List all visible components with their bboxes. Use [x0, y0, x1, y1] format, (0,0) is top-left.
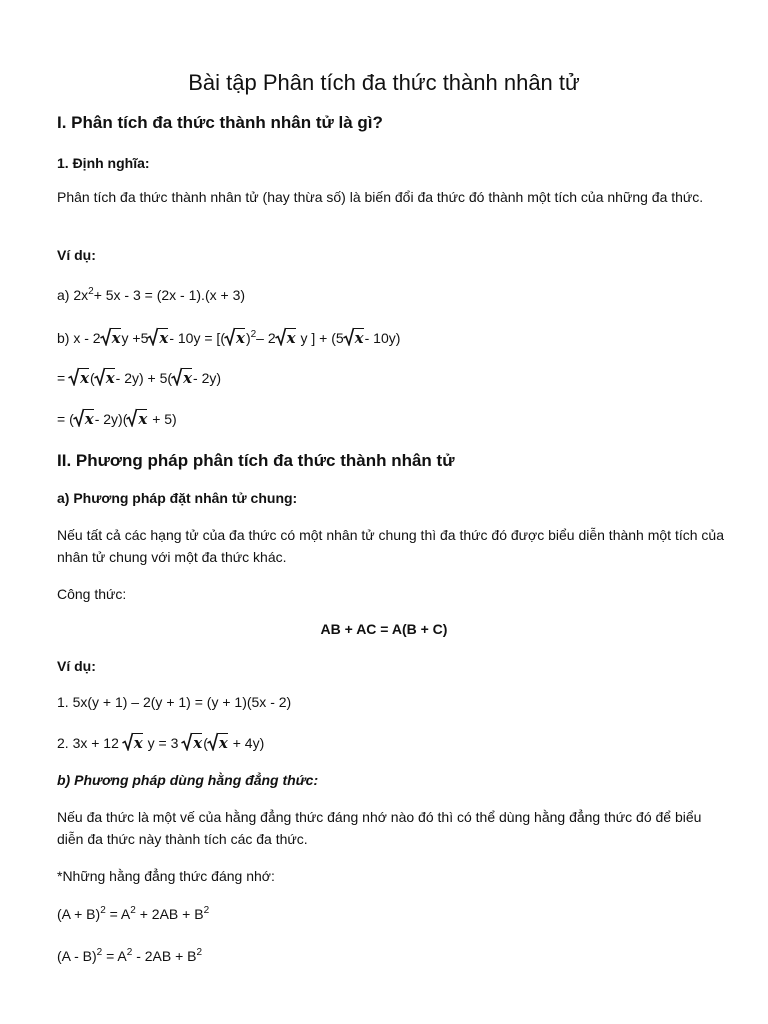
- page-title: Bài tập Phân tích đa thức thành nhân tử: [188, 70, 580, 95]
- definition-paragraph: Phân tích đa thức thành nhân tử (hay thừa số) là biến đổi đa thức đó thành một tích của những đa thức.: [57, 189, 704, 205]
- method-a-subheading: a) Phương pháp đặt nhân tử chung:: [57, 490, 298, 506]
- section-1-heading: I. Phân tích đa thức thành nhân tử là gì?: [57, 113, 383, 132]
- method-a-paragraph: Nếu tất cả các hạng tử của đa thức có một nhân tử chung thì đa thức đó được biểu diễn thành một tích của nhân tử chung với một đa thức khác.: [57, 527, 724, 565]
- example-2-2: 2. 3x + 12 x y = 3 x( x + 4y): [57, 734, 265, 752]
- example-d: = ( x- 2y)( x + 5): [57, 410, 177, 428]
- sqrt-x: x: [95, 369, 115, 387]
- example-c: = x( x- 2y) + 5( x- 2y): [57, 369, 222, 387]
- definition-subheading: 1. Định nghĩa:: [57, 155, 150, 171]
- identity-1: $(A + B)^2 = A^2 + 2AB + B^2$: [57, 905, 210, 922]
- sqrt-x: x: [148, 329, 168, 347]
- example-b: b) x - 2 xy +5 x- 10y = [( x)$^2$– 2 x y ] + (5 x- 10y): [57, 329, 401, 347]
- sqrt-x: x: [74, 410, 94, 428]
- sqrt-x: x: [225, 329, 245, 347]
- section-2-heading: II. Phương pháp phân tích đa thức thành nhân tử: [57, 451, 455, 470]
- example-label-2: Ví dụ:: [57, 658, 96, 674]
- sqrt-x: x: [123, 734, 143, 752]
- example-2-1: 1. 5x(y + 1) – 2(y + 1) = (y + 1)(5x - 2): [57, 694, 292, 710]
- sqrt-x: x: [172, 369, 192, 387]
- sqrt-x: x: [127, 410, 147, 428]
- formula: AB + AC = A(B + C): [320, 621, 448, 637]
- method-b-paragraph: Nếu đa thức là một vế của hằng đẳng thức đáng nhớ nào đó thì có thể dùng hằng đẳng thức đó để biểu diễn đa thức này thành tích các đa thức.: [57, 809, 702, 847]
- identity-2: $(A - B)^2 = A^2 - 2AB + B^2$: [57, 947, 203, 964]
- sqrt-x: x: [69, 369, 89, 387]
- formula-label: Công thức:: [57, 586, 127, 602]
- sqrt-x: x: [182, 734, 202, 752]
- sqrt-x: x: [208, 734, 228, 752]
- example-label-1: Ví dụ:: [57, 247, 96, 263]
- sqrt-x: x: [276, 329, 296, 347]
- identities-label: *Những hằng đẳng thức đáng nhớ:: [57, 868, 275, 884]
- sqrt-x: x: [344, 329, 364, 347]
- method-b-subheading: b) Phương pháp dùng hằng đẳng thức:: [57, 772, 319, 788]
- example-a: a) $2x^2+ 5x - 3 = (2x - 1).(x + 3)$: [57, 286, 246, 303]
- sqrt-x: x: [101, 329, 121, 347]
